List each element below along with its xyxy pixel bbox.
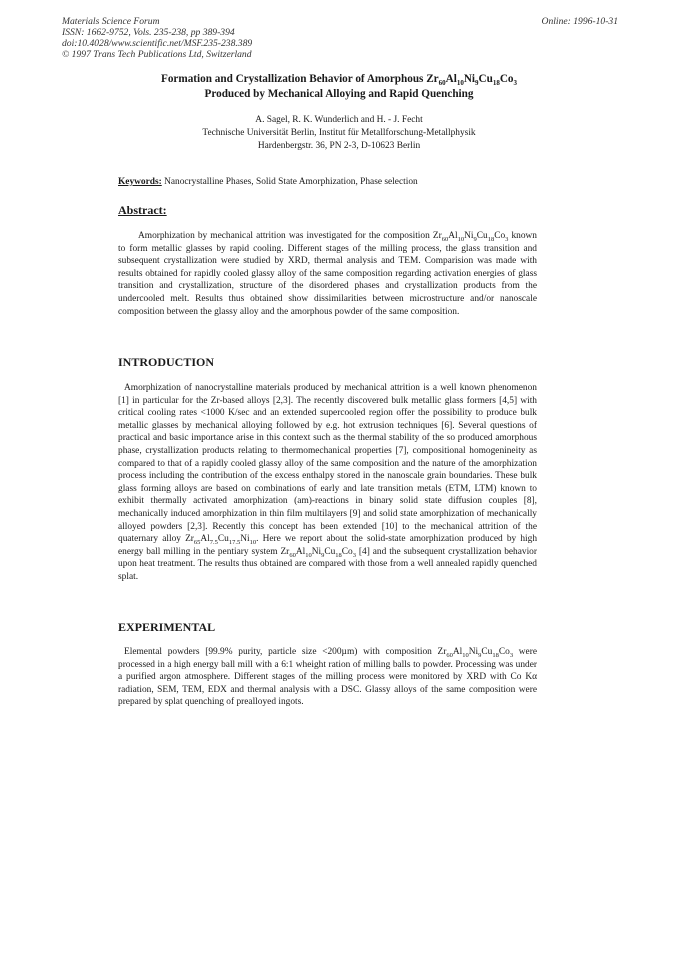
experimental-heading: EXPERIMENTAL [118, 620, 216, 634]
title-line-1: Formation and Crystallization Behavior of Amorphous $Zr_{60}Al_{10}Ni_9Cu_{18}Co_3$ [161, 73, 517, 88]
author-names: A. Sagel, R. K. Wunderlich and H. - J. Fecht [255, 115, 423, 125]
online-date: Online: 1996-10-31 [541, 16, 618, 27]
abstract-heading: Abstract: [118, 203, 167, 217]
issn-line: ISSN: 1662-9752, Vols. 235-238, pp 389-394 [62, 27, 235, 38]
abstract-paragraph: Amorphization by mechanical attrition was investigated for the composition $Zr_{60}Al_{10}Ni_9Cu_{18}Co_3$ known to form metallic glasses by rapid cooling. Different stages of the milling process, the glass transition and subsequent crystallization were studied by XRD, thermal analysis and TEM. Comparision was made with results obtained for rapidly cooled glassy alloy of the same composition regarding activation energies of glass transition and crystallization, structure of the disordered phases and crystallization products from the undercooled melt. Results thus obtained show dissimilarities between microstructure and/or nanoscale composition between the glassy alloy and the amorphous powder of the same composition. [118, 231, 537, 317]
keywords-text: Nanocrystalline Phases, Solid State Amorphization, Phase selection [161, 177, 418, 187]
journal-name: Materials Science Forum [62, 16, 160, 27]
doi-line[interactable]: doi:10.4028/www.scientific.net/MSF.235-238.389 [62, 38, 253, 49]
keywords-line [118, 177, 418, 187]
paper-title [100, 72, 578, 102]
author-block [100, 114, 578, 153]
keywords-label: Keywords: [118, 177, 162, 187]
introduction-heading: INTRODUCTION [118, 355, 215, 369]
author-address: Hardenbergstr. 36, PN 2-3, D-10623 Berlin [257, 141, 421, 151]
author-affiliation: Technische Universität Berlin, Institut für Metallforschung-Metallphysik [202, 128, 476, 138]
experimental-paragraph: Elemental powders [99.9% purity, particle size <200µm) with composition $Zr_{60}Al_{10}Ni_9Cu_{18}Co_3$ were processed in a high energy ball mill with a 6:1 wheight ration of milling balls to powder. Processing was under a purified argon atmosphere. Different stages of the milling process were monitored by XRD with Co Kα radiation, SEM, TEM, EDX and thermal analysis with a DSC. Glassy alloys of the same composition were prepared by splat quenching of prealloyed ingots. [118, 647, 537, 708]
journal-header [62, 16, 252, 60]
introduction-paragraph: Amorphization of nanocrystalline materials produced by mechanical attrition is a well known phenomenon [1] in particular for the Zr-based alloys [2,3]. The recently discovered bulk metallic glass formers [4,5] with critical cooling rates <1000 K/sec and an extended supercooled region offer the possibility to produce bulk metallic glasses by mechanical alloying followed by e.g. hot extrusion techniques [6]. Several questions of practical and basic importance arise in this context such as the thermal stability of the so produced amorphous phase, crystallization products relating to thermomechanical properties [7], compositional homogenineity as compared to that of a rapidly cooled glassy alloy of the same composition and the nature of the amorphization process including the contribution of the excess enthalpy stored in the nanoscale grain boundaries. These bulk glass forming alloys are based on combinations of early and late transition metals (ETM, LTM) known to exhibit thermally activated amorphization (am)-reactions in binary solid state diffusion couples [8], mechanically induced amorphization in thin film multilayers [9] and solid state amorphization of mechanically alloyed powders [2,3]. Recently this concept has been extended [10] to the mechanical attrition of the quaternary alloy $Zr_{65}Al_{7.5}Cu_{17.5}Ni_{10}$. Here we report about the solid-state amorphization produced by high energy ball milling in the pentiary system $Zr_{60}Al_{10}Ni_9Cu_{18}Co_3$ [4] and the subsequent crystallization behavior upon heat treatment. The results thus obtained are compared with those from a well annealed rapidly quenched splat. [118, 383, 538, 582]
title-line-2: Produced by Mechanical Alloying and Rapid Quenching [204, 88, 474, 100]
copyright-line: © 1997 Trans Tech Publications Ltd, Switzerland [62, 49, 252, 60]
